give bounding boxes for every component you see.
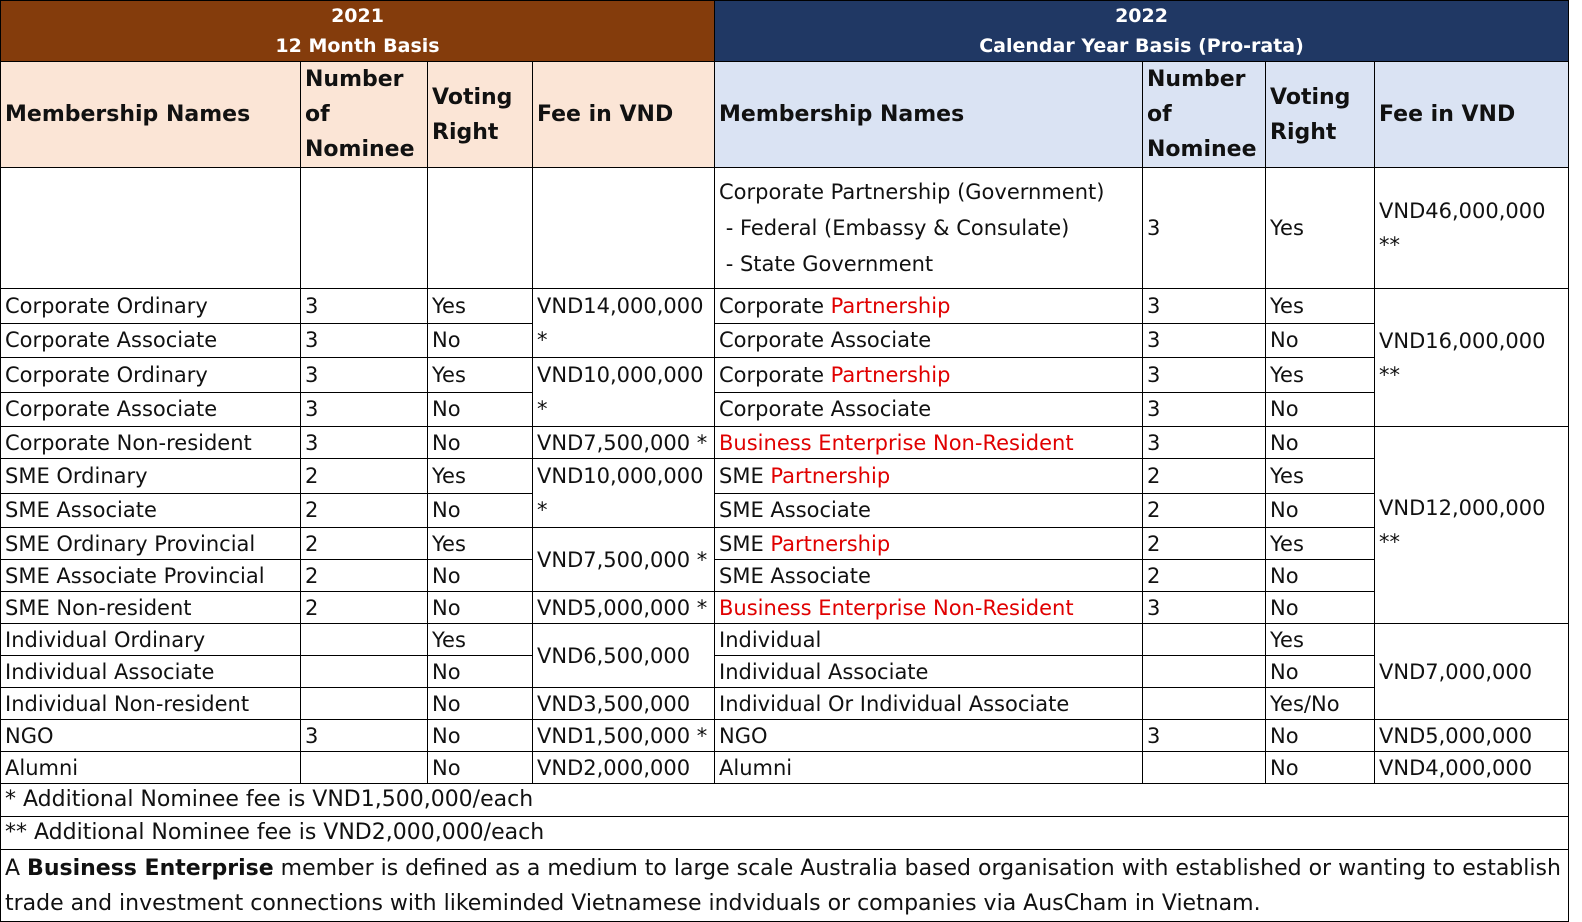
table-row bbox=[1, 624, 1569, 656]
band-2021 bbox=[1, 1, 715, 62]
membership-name-2022-plain: SME Associate bbox=[719, 563, 871, 588]
fee-2021: VND5,000,000 * bbox=[533, 592, 715, 624]
membership-name-2022-highlight: Partnership bbox=[770, 531, 891, 556]
gov-voting: Yes bbox=[1266, 168, 1375, 289]
nominee-count-2021: 3 bbox=[301, 392, 428, 427]
membership-name-2022-highlight: Partnership bbox=[770, 463, 891, 488]
nominee-count-2022: 3 bbox=[1143, 358, 1266, 393]
header-fee-2022: Fee in VND bbox=[1375, 62, 1569, 168]
voting-right-2021: No bbox=[428, 493, 533, 528]
nominee-count-2021: 3 bbox=[301, 427, 428, 459]
gov-nominee: 3 bbox=[1143, 168, 1266, 289]
fee-2021: VND1,500,000 * bbox=[533, 720, 715, 752]
voting-right-2022: No bbox=[1266, 592, 1375, 624]
membership-name-2021: Corporate Associate bbox=[1, 392, 301, 427]
table-row bbox=[1, 688, 1569, 720]
voting-right-2022: No bbox=[1266, 392, 1375, 427]
table-row bbox=[1, 459, 1569, 494]
gov-line-3: - State Government bbox=[719, 252, 934, 276]
membership-name-2022-plain: Corporate Associate bbox=[719, 328, 932, 353]
membership-name-2021: Individual Associate bbox=[1, 656, 301, 688]
fee-2022: VND4,000,000 bbox=[1375, 752, 1569, 784]
membership-name-2022-plain: Corporate bbox=[719, 293, 831, 318]
table-row bbox=[1, 358, 1569, 393]
membership-name-2021: Individual Ordinary bbox=[1, 624, 301, 656]
table-row bbox=[1, 493, 1569, 528]
membership-name-2022-plain: SME bbox=[719, 463, 771, 488]
membership-name-2022 bbox=[715, 752, 1143, 784]
membership-name-2022 bbox=[715, 323, 1143, 358]
membership-name-2022-highlight: Business Enterprise Non-Resident bbox=[719, 430, 1074, 455]
header-fee-2021: Fee in VND bbox=[533, 62, 715, 168]
nominee-count-2021: 2 bbox=[301, 560, 428, 592]
membership-name-2022 bbox=[715, 392, 1143, 427]
nominee-count-2022: 2 bbox=[1143, 493, 1266, 528]
voting-right-2021: No bbox=[428, 592, 533, 624]
nominee-count-2022: 3 bbox=[1143, 289, 1266, 324]
nominee-count-2021 bbox=[301, 656, 428, 688]
empty-cell bbox=[301, 168, 428, 289]
membership-name-2022-plain: Corporate bbox=[719, 362, 831, 387]
fee-2022: VND12,000,000 ** bbox=[1375, 427, 1569, 624]
table-row bbox=[1, 592, 1569, 624]
nominee-count-2022: 2 bbox=[1143, 528, 1266, 560]
band-2021-basis: 12 Month Basis bbox=[275, 35, 440, 57]
voting-right-2021: Yes bbox=[428, 528, 533, 560]
voting-right-2022: No bbox=[1266, 656, 1375, 688]
membership-name-2022 bbox=[715, 427, 1143, 459]
membership-name-2022 bbox=[715, 624, 1143, 656]
voting-right-2021: No bbox=[428, 752, 533, 784]
nominee-count-2021: 2 bbox=[301, 592, 428, 624]
header-voting-2021: Voting Right bbox=[428, 62, 533, 168]
nominee-count-2021: 2 bbox=[301, 459, 428, 494]
nominee-count-2022: 3 bbox=[1143, 323, 1266, 358]
voting-right-2022: Yes bbox=[1266, 289, 1375, 324]
fee-2021: VND6,500,000 bbox=[533, 624, 715, 688]
table-row bbox=[1, 289, 1569, 324]
header-nominee-2022: Number of Nominee bbox=[1143, 62, 1266, 168]
membership-name-2022 bbox=[715, 493, 1143, 528]
table-row bbox=[1, 752, 1569, 784]
band-2022 bbox=[715, 1, 1569, 62]
empty-cell bbox=[428, 168, 533, 289]
gov-line-2: - Federal (Embassy & Consulate) bbox=[719, 216, 1070, 240]
table-row bbox=[1, 720, 1569, 752]
voting-right-2022: No bbox=[1266, 323, 1375, 358]
nominee-count-2022 bbox=[1143, 752, 1266, 784]
nominee-count-2022: 2 bbox=[1143, 560, 1266, 592]
voting-right-2021: No bbox=[428, 323, 533, 358]
table-row bbox=[1, 656, 1569, 688]
voting-right-2022: Yes bbox=[1266, 528, 1375, 560]
band-2022-basis: Calendar Year Basis (Pro-rata) bbox=[979, 35, 1304, 57]
membership-name-2022-plain: Individual Or Individual Associate bbox=[719, 691, 1070, 716]
voting-right-2021: No bbox=[428, 392, 533, 427]
fee-2021: VND10,000,000 * bbox=[533, 459, 715, 528]
nominee-count-2021: 3 bbox=[301, 720, 428, 752]
voting-right-2022: Yes bbox=[1266, 624, 1375, 656]
membership-name-2022-plain: NGO bbox=[719, 723, 768, 748]
fee-2022: VND7,000,000 bbox=[1375, 624, 1569, 720]
membership-name-2022 bbox=[715, 688, 1143, 720]
nominee-count-2022 bbox=[1143, 624, 1266, 656]
voting-right-2022: Yes bbox=[1266, 459, 1375, 494]
membership-name-2022-highlight: Partnership bbox=[830, 293, 951, 318]
membership-name-2022 bbox=[715, 720, 1143, 752]
voting-right-2022: No bbox=[1266, 493, 1375, 528]
table-row-government bbox=[1, 168, 1569, 289]
membership-name-2022 bbox=[715, 459, 1143, 494]
nominee-count-2021 bbox=[301, 752, 428, 784]
fee-2021: VND3,500,000 bbox=[533, 688, 715, 720]
membership-name-2022 bbox=[715, 592, 1143, 624]
nominee-count-2022: 2 bbox=[1143, 459, 1266, 494]
membership-name-2022 bbox=[715, 560, 1143, 592]
nominee-count-2022 bbox=[1143, 656, 1266, 688]
membership-name-2021: Corporate Ordinary bbox=[1, 289, 301, 324]
fee-2021: VND10,000,000 * bbox=[533, 358, 715, 427]
fee-2021: VND2,000,000 bbox=[533, 752, 715, 784]
nominee-count-2021: 2 bbox=[301, 528, 428, 560]
membership-name-2021: NGO bbox=[1, 720, 301, 752]
band-2022-year: 2022 bbox=[1115, 5, 1168, 27]
nominee-count-2022: 3 bbox=[1143, 392, 1266, 427]
note-prefix: A bbox=[5, 855, 28, 881]
voting-right-2022: No bbox=[1266, 720, 1375, 752]
voting-right-2021: Yes bbox=[428, 459, 533, 494]
membership-name-2021: SME Non-resident bbox=[1, 592, 301, 624]
table-row bbox=[1, 392, 1569, 427]
nominee-count-2022: 3 bbox=[1143, 592, 1266, 624]
membership-name-2021: SME Associate Provincial bbox=[1, 560, 301, 592]
voting-right-2021: Yes bbox=[428, 358, 533, 393]
membership-name-2022 bbox=[715, 528, 1143, 560]
nominee-count-2021 bbox=[301, 624, 428, 656]
membership-name-2021: Corporate Non-resident bbox=[1, 427, 301, 459]
membership-name-2022-plain: Individual Associate bbox=[719, 659, 929, 684]
note-business-enterprise-definition bbox=[1, 850, 1569, 922]
fee-2021: VND7,500,000 * bbox=[533, 528, 715, 592]
nominee-count-2022: 3 bbox=[1143, 720, 1266, 752]
fee-2022: VND16,000,000 ** bbox=[1375, 289, 1569, 427]
header-membership-names-2022: Membership Names bbox=[715, 62, 1143, 168]
note-nominee-fee-2021: * Additional Nominee fee is VND1,500,000/each bbox=[1, 784, 1569, 817]
fee-2022: VND5,000,000 bbox=[1375, 720, 1569, 752]
voting-right-2022: Yes/No bbox=[1266, 688, 1375, 720]
voting-right-2022: No bbox=[1266, 560, 1375, 592]
header-nominee-2021: Number of Nominee bbox=[301, 62, 428, 168]
header-voting-2022: Voting Right bbox=[1266, 62, 1375, 168]
fee-2021: VND14,000,000 * bbox=[533, 289, 715, 358]
membership-name-2022-plain: Individual bbox=[719, 627, 822, 652]
fee-2021: VND7,500,000 * bbox=[533, 427, 715, 459]
membership-name-2021: Corporate Ordinary bbox=[1, 358, 301, 393]
voting-right-2021: No bbox=[428, 427, 533, 459]
nominee-count-2022 bbox=[1143, 688, 1266, 720]
voting-right-2021: No bbox=[428, 560, 533, 592]
voting-right-2022: Yes bbox=[1266, 358, 1375, 393]
table-row bbox=[1, 427, 1569, 459]
header-membership-names-2021: Membership Names bbox=[1, 62, 301, 168]
voting-right-2021: No bbox=[428, 656, 533, 688]
membership-name-2022 bbox=[715, 656, 1143, 688]
membership-name-2021: Individual Non-resident bbox=[1, 688, 301, 720]
note-definition-text: member is defined as a medium to large scale Australia based organisation with established or wanting to establish trade and investment connections with likeminded Vietnamese indviduals or companies via AusCham in Vietnam. bbox=[5, 855, 1561, 916]
membership-name-2022 bbox=[715, 289, 1143, 324]
membership-name-2021: Alumni bbox=[1, 752, 301, 784]
empty-cell bbox=[533, 168, 715, 289]
nominee-count-2021: 3 bbox=[301, 289, 428, 324]
membership-name-2021: SME Associate bbox=[1, 493, 301, 528]
empty-cell bbox=[1, 168, 301, 289]
voting-right-2021: No bbox=[428, 688, 533, 720]
nominee-count-2021 bbox=[301, 688, 428, 720]
membership-name-2022-plain: Corporate Associate bbox=[719, 397, 932, 422]
band-2021-year: 2021 bbox=[331, 5, 384, 27]
table-row bbox=[1, 528, 1569, 560]
voting-right-2021: Yes bbox=[428, 624, 533, 656]
nominee-count-2021: 3 bbox=[301, 323, 428, 358]
membership-name-2022-highlight: Business Enterprise Non-Resident bbox=[719, 595, 1074, 620]
nominee-count-2021: 2 bbox=[301, 493, 428, 528]
membership-name-2021: SME Ordinary Provincial bbox=[1, 528, 301, 560]
nominee-count-2022: 3 bbox=[1143, 427, 1266, 459]
voting-right-2021: No bbox=[428, 720, 533, 752]
membership-name-2022-plain: Alumni bbox=[719, 755, 793, 780]
membership-name-2021: Corporate Associate bbox=[1, 323, 301, 358]
membership-name-2022-highlight: Partnership bbox=[830, 362, 951, 387]
note-bold-term: Business Enterprise bbox=[27, 855, 274, 881]
membership-name-2021: SME Ordinary bbox=[1, 459, 301, 494]
gov-fee: VND46,000,000 ** bbox=[1375, 168, 1569, 289]
table-row bbox=[1, 323, 1569, 358]
gov-membership-name bbox=[715, 168, 1143, 289]
voting-right-2021: Yes bbox=[428, 289, 533, 324]
membership-name-2022-plain: SME Associate bbox=[719, 498, 871, 523]
gov-line-1: Corporate Partnership (Government) bbox=[719, 180, 1105, 204]
table-row bbox=[1, 560, 1569, 592]
note-nominee-fee-2022: ** Additional Nominee fee is VND2,000,000/each bbox=[1, 817, 1569, 850]
membership-name-2022-plain: SME bbox=[719, 531, 771, 556]
voting-right-2022: No bbox=[1266, 752, 1375, 784]
voting-right-2022: No bbox=[1266, 427, 1375, 459]
nominee-count-2021: 3 bbox=[301, 358, 428, 393]
membership-name-2022 bbox=[715, 358, 1143, 393]
